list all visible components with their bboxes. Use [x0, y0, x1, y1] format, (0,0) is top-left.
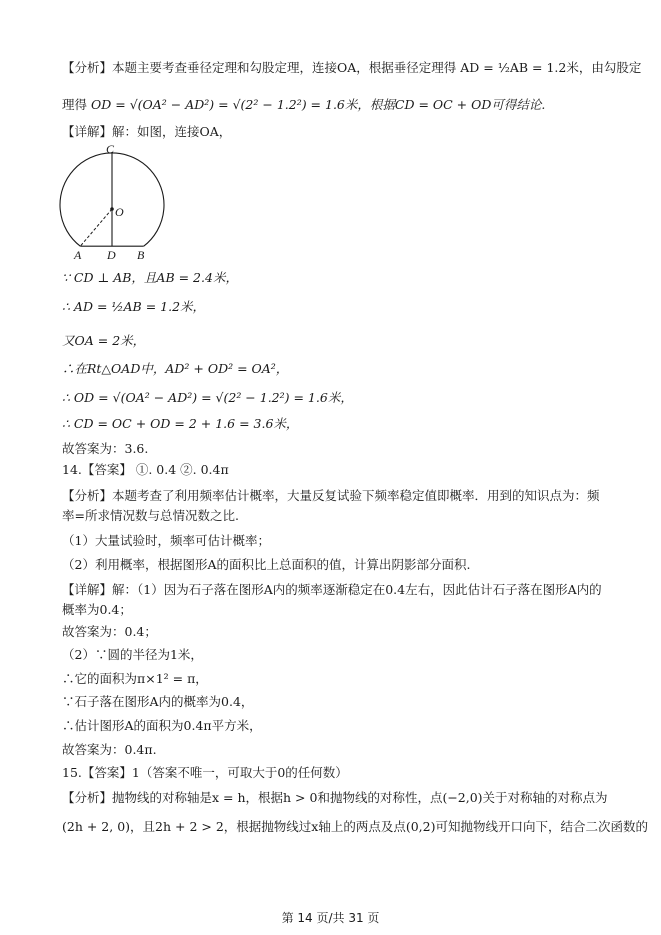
q14-detail: 【详解】解：（1）因为石子落在图形A内的频率逐渐稳定在0.4左右，因此估计石子落在图形A内的概率为0.4；	[62, 582, 602, 617]
q14-area: ∴它的面积为π×1² = π，	[62, 671, 208, 686]
q14-point-2: （2）利用概率，根据图形A的面积比上总面积的值，计算出阴影部分面积.	[62, 557, 471, 572]
q14-analysis: 【分析】本题考查了利用频率估计概率，大量反复试验下频率稳定值即概率．用到的知识点为：频率=所求情况数与总情况数之比.	[62, 488, 600, 523]
q14-answer-1: 故答案为：0.4；	[62, 624, 157, 639]
q14-answer: 14.【答案】 ①. 0.4 ②. 0.4π	[62, 462, 229, 477]
label-b: B	[137, 248, 145, 262]
analysis-line-2-formula: OD = √(OA² − AD²) = √(2² − 1.2²) = 1.6米，根据CD = OC + OD可得结论.	[91, 97, 546, 112]
label-d: D	[107, 248, 116, 262]
q14-point-1: （1）大量试验时，频率可估计概率；	[62, 533, 270, 548]
q14-answer-2: 故答案为：0.4π.	[62, 742, 157, 757]
page-footer: 第 14 页/共 31 页	[281, 911, 380, 925]
label-c: C	[106, 142, 115, 156]
rt-triangle-line: ∴在Rt△OAD中，AD² + OD² = OA²，	[62, 361, 289, 376]
label-o: O	[115, 205, 124, 219]
q14-radius: （2）∵圆的半径为1米，	[62, 647, 203, 662]
analysis-line-1: 【分析】本题主要考查垂径定理和勾股定理，连接OA，根据垂径定理得 AD = ½AB = 1.2米，由勾股定	[62, 60, 642, 75]
od-line: ∴ OD = √(OA² − AD²) = √(2² − 1.2²) = 1.6米，	[62, 390, 353, 405]
label-a: A	[74, 248, 82, 262]
answer-13-line: 故答案为：3.6.	[62, 441, 149, 456]
q15-answer: 15.【答案】1（答案不唯一，可取大于0的任何数）	[62, 765, 348, 780]
analysis-line-2-prefix: 理得	[62, 97, 88, 112]
center-point	[110, 207, 114, 211]
cd-line: ∴ CD = OC + OD = 2 + 1.6 = 3.6米，	[62, 416, 299, 431]
dashed-oa	[80, 209, 112, 246]
q14-probability: ∵石子落在图形A内的概率为0.4，	[62, 694, 254, 709]
detail-heading: 【详解】解：如图，连接OA，	[62, 124, 232, 139]
q15-analysis-1: 【分析】抛物线的对称轴是x = h，根据h > 0和抛物线的对称性，点(−2,0)关于对称轴的对称点为	[62, 790, 608, 805]
oa-line: 又OA = 2米，	[62, 333, 146, 348]
circle-figure	[52, 142, 172, 262]
analysis-line-2	[62, 97, 611, 113]
given-line: ∵ CD ⊥ AB，且AB = 2.4米，	[62, 270, 238, 285]
ad-line: ∴ AD = ½AB = 1.2米，	[62, 299, 206, 314]
q15-analysis-2: (2h + 2, 0)，且2h + 2 > 2，根据抛物线过x轴上的两点及点(0,2)可知抛物线开口向下，结合二次函数的	[62, 819, 648, 834]
q14-estimate: ∴估计图形A的面积为0.4π平方米，	[62, 718, 262, 733]
